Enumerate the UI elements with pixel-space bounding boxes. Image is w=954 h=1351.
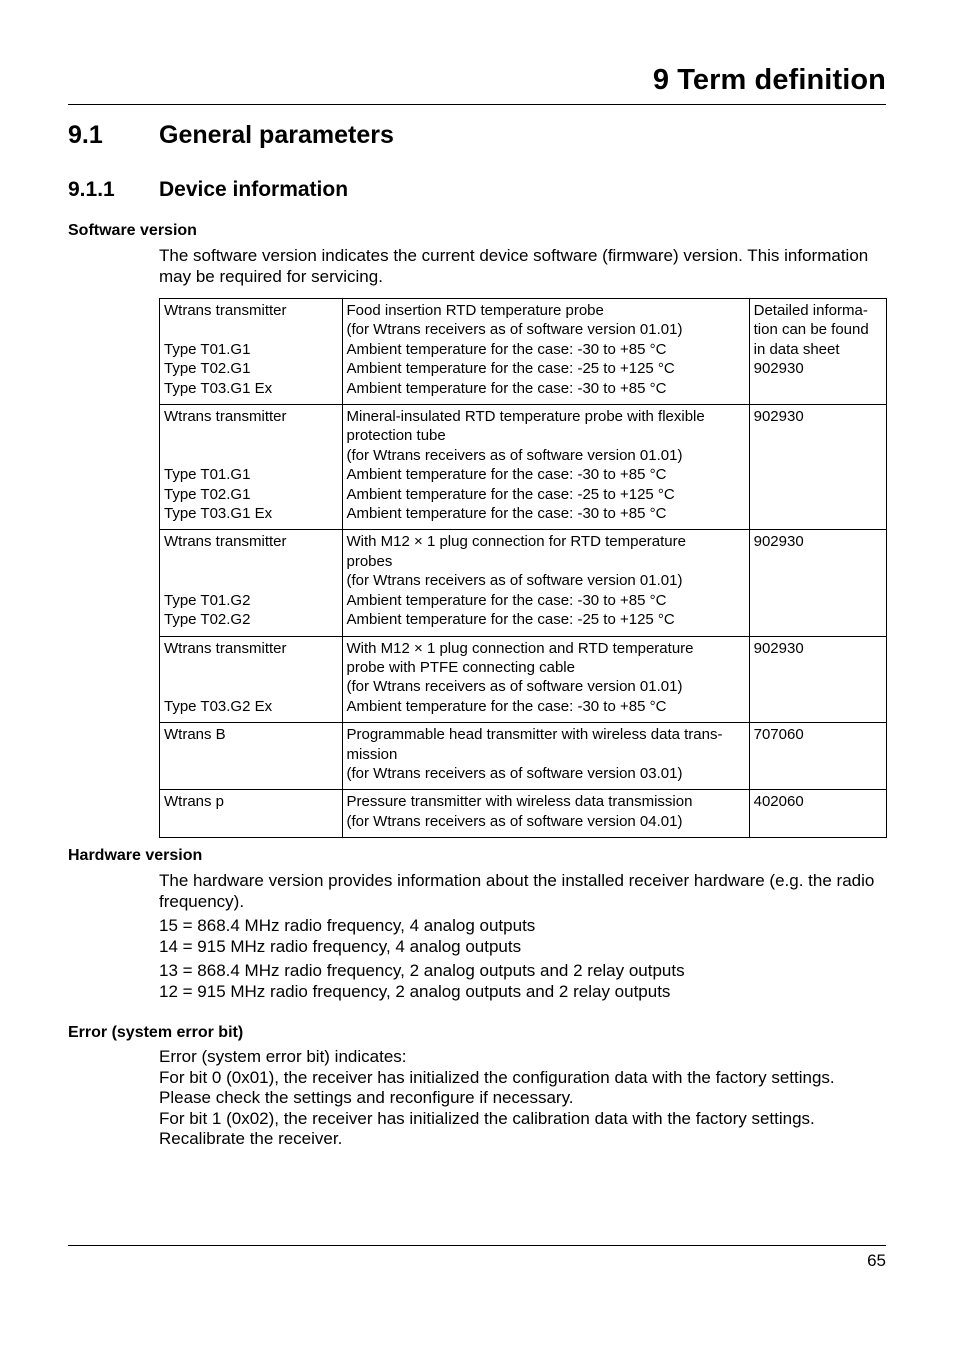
cell-line: Ambient temperature for the case: -25 to +125 °C	[346, 360, 675, 378]
cell-line: Ambient temperature for the case: -25 to +125 °C	[346, 611, 675, 629]
text-line: For bit 1 (0x02), the receiver has initialized the calibration data with the factory settings.	[159, 1108, 815, 1128]
hardware-codes-group-a	[159, 915, 889, 957]
hardware-code: 12 = 915 MHz radio frequency, 2 analog outputs and 2 relay outputs	[159, 982, 671, 1001]
cell-line: in data sheet	[753, 340, 840, 358]
cell-line: Type T01.G2	[164, 591, 251, 609]
description-cell	[342, 530, 749, 636]
text-line: Please check the settings and reconfigure if necessary.	[159, 1088, 574, 1108]
cell-line: Wtrans transmitter	[164, 302, 287, 319]
text-line: For bit 0 (0x01), the receiver has initialized the configuration data with the factory settings.	[159, 1067, 835, 1087]
cell-line: Pressure transmitter with wireless data transmission	[346, 793, 693, 811]
hardware-version-heading: Hardware version	[68, 847, 203, 864]
cell-line: Ambient temperature for the case: -30 to +85 °C	[346, 697, 667, 715]
reference-cell	[749, 636, 886, 723]
device-table	[159, 298, 887, 838]
cell-line: Ambient temperature for the case: -30 to +85 °C	[346, 591, 667, 609]
device-cell	[160, 405, 343, 530]
table-row	[160, 299, 887, 405]
cell-line	[164, 571, 338, 590]
section-number: 9.1	[68, 121, 103, 149]
cell-line	[164, 426, 338, 445]
cell-line: With M12 × 1 plug connection for RTD temperature	[346, 533, 686, 551]
device-cell	[160, 299, 343, 405]
reference-cell	[749, 723, 886, 790]
cell-line: tion can be found	[753, 321, 869, 339]
cell-line: Wtrans transmitter	[164, 639, 287, 657]
cell-line: (for Wtrans receivers as of software version 01.01)	[346, 446, 683, 464]
cell-line: mission	[346, 745, 398, 763]
cell-line: Type T02.G1	[164, 360, 251, 378]
cell-line: Type T02.G1	[164, 485, 251, 503]
device-cell	[160, 530, 343, 636]
cell-line: 902930	[753, 408, 804, 426]
description-cell	[342, 636, 749, 723]
text-line: Error (system error bit) indicates:	[159, 1047, 407, 1066]
cell-line: 707060	[753, 726, 804, 744]
cell-line: Detailed informa-	[753, 302, 868, 319]
description-cell	[342, 790, 749, 838]
subsection-heading	[68, 178, 348, 202]
cell-line: protection tube	[346, 427, 446, 445]
cell-line: Wtrans transmitter	[164, 408, 287, 426]
cell-line: Wtrans p	[164, 793, 225, 811]
header-divider	[68, 104, 886, 105]
table-row	[160, 405, 887, 530]
text-line: may be required for servicing.	[159, 267, 383, 286]
text-line: The software version indicates the current device software (firmware) version. This information	[159, 246, 869, 265]
reference-cell	[749, 299, 886, 405]
software-version-description	[159, 245, 889, 287]
text-line: frequency).	[159, 892, 245, 911]
text-line: Recalibrate the receiver.	[159, 1129, 343, 1149]
reference-cell	[749, 530, 886, 636]
error-bit-heading: Error (system error bit)	[68, 1024, 244, 1041]
device-cell	[160, 790, 343, 838]
reference-cell	[749, 405, 886, 530]
device-cell	[160, 723, 343, 790]
cell-line: Type T01.G1	[164, 340, 251, 358]
table-row	[160, 636, 887, 723]
cell-line: Ambient temperature for the case: -30 to +85 °C	[346, 340, 667, 358]
hardware-code: 13 = 868.4 MHz radio frequency, 2 analog outputs and 2 relay outputs	[159, 961, 685, 980]
cell-line	[164, 320, 338, 339]
cell-line: Wtrans transmitter	[164, 533, 287, 551]
footer-divider	[68, 1245, 886, 1246]
subsection-title: Device information	[159, 178, 349, 201]
cell-line: Ambient temperature for the case: -30 to +85 °C	[346, 505, 667, 523]
reference-cell	[749, 790, 886, 838]
cell-line: Mineral-insulated RTD temperature probe with flexible	[346, 408, 705, 426]
section-heading	[68, 121, 394, 150]
device-cell	[160, 636, 343, 723]
cell-line: Type T03.G2 Ex	[164, 697, 273, 715]
cell-line: (for Wtrans receivers as of software version 01.01)	[346, 678, 683, 696]
cell-line: 402060	[753, 793, 804, 811]
cell-line: 902930	[753, 533, 804, 551]
section-title: General parameters	[159, 121, 394, 149]
cell-line: Type T03.G1 Ex	[164, 505, 273, 523]
cell-line: Ambient temperature for the case: -25 to +125 °C	[346, 485, 675, 503]
cell-line	[164, 552, 338, 571]
hardware-code: 15 = 868.4 MHz radio frequency, 4 analog outputs	[159, 916, 536, 935]
cell-line	[164, 677, 338, 696]
cell-line: 902930	[753, 639, 804, 657]
cell-line: probes	[346, 552, 393, 570]
cell-line: Programmable head transmitter with wireless data trans-	[346, 726, 723, 744]
subsection-number: 9.1.1	[68, 178, 115, 201]
cell-line: Type T01.G1	[164, 466, 251, 484]
error-bit-description	[159, 1047, 889, 1150]
cell-line: Ambient temperature for the case: -30 to +85 °C	[346, 379, 667, 397]
cell-line	[164, 658, 338, 677]
hardware-version-description	[159, 870, 889, 912]
chapter-title: 9 Term definition	[652, 64, 886, 96]
description-cell	[342, 405, 749, 530]
cell-line: Wtrans B	[164, 726, 226, 744]
cell-line	[164, 446, 338, 465]
cell-line: (for Wtrans receivers as of software version 03.01)	[346, 764, 683, 782]
table-row	[160, 723, 887, 790]
cell-line: Ambient temperature for the case: -30 to +85 °C	[346, 466, 667, 484]
description-cell	[342, 299, 749, 405]
cell-line: probe with PTFE connecting cable	[346, 658, 575, 676]
cell-line: Type T02.G2	[164, 611, 251, 629]
cell-line: With M12 × 1 plug connection and RTD temperature	[346, 639, 694, 657]
software-version-heading: Software version	[68, 222, 197, 239]
page-number: 65	[867, 1251, 886, 1270]
cell-line: Food insertion RTD temperature probe	[346, 302, 604, 319]
cell-line: (for Wtrans receivers as of software version 01.01)	[346, 321, 683, 339]
cell-line: (for Wtrans receivers as of software version 04.01)	[346, 812, 683, 830]
cell-line: (for Wtrans receivers as of software version 01.01)	[346, 572, 683, 590]
text-line: The hardware version provides information about the installed receiver hardware (e.g. the radio	[159, 871, 875, 890]
cell-line: Type T03.G1 Ex	[164, 379, 273, 397]
description-cell	[342, 723, 749, 790]
table-row	[160, 790, 887, 838]
table-row	[160, 530, 887, 636]
hardware-codes-group-b	[159, 960, 889, 1002]
cell-line: 902930	[753, 360, 804, 378]
hardware-code: 14 = 915 MHz radio frequency, 4 analog outputs	[159, 937, 522, 956]
